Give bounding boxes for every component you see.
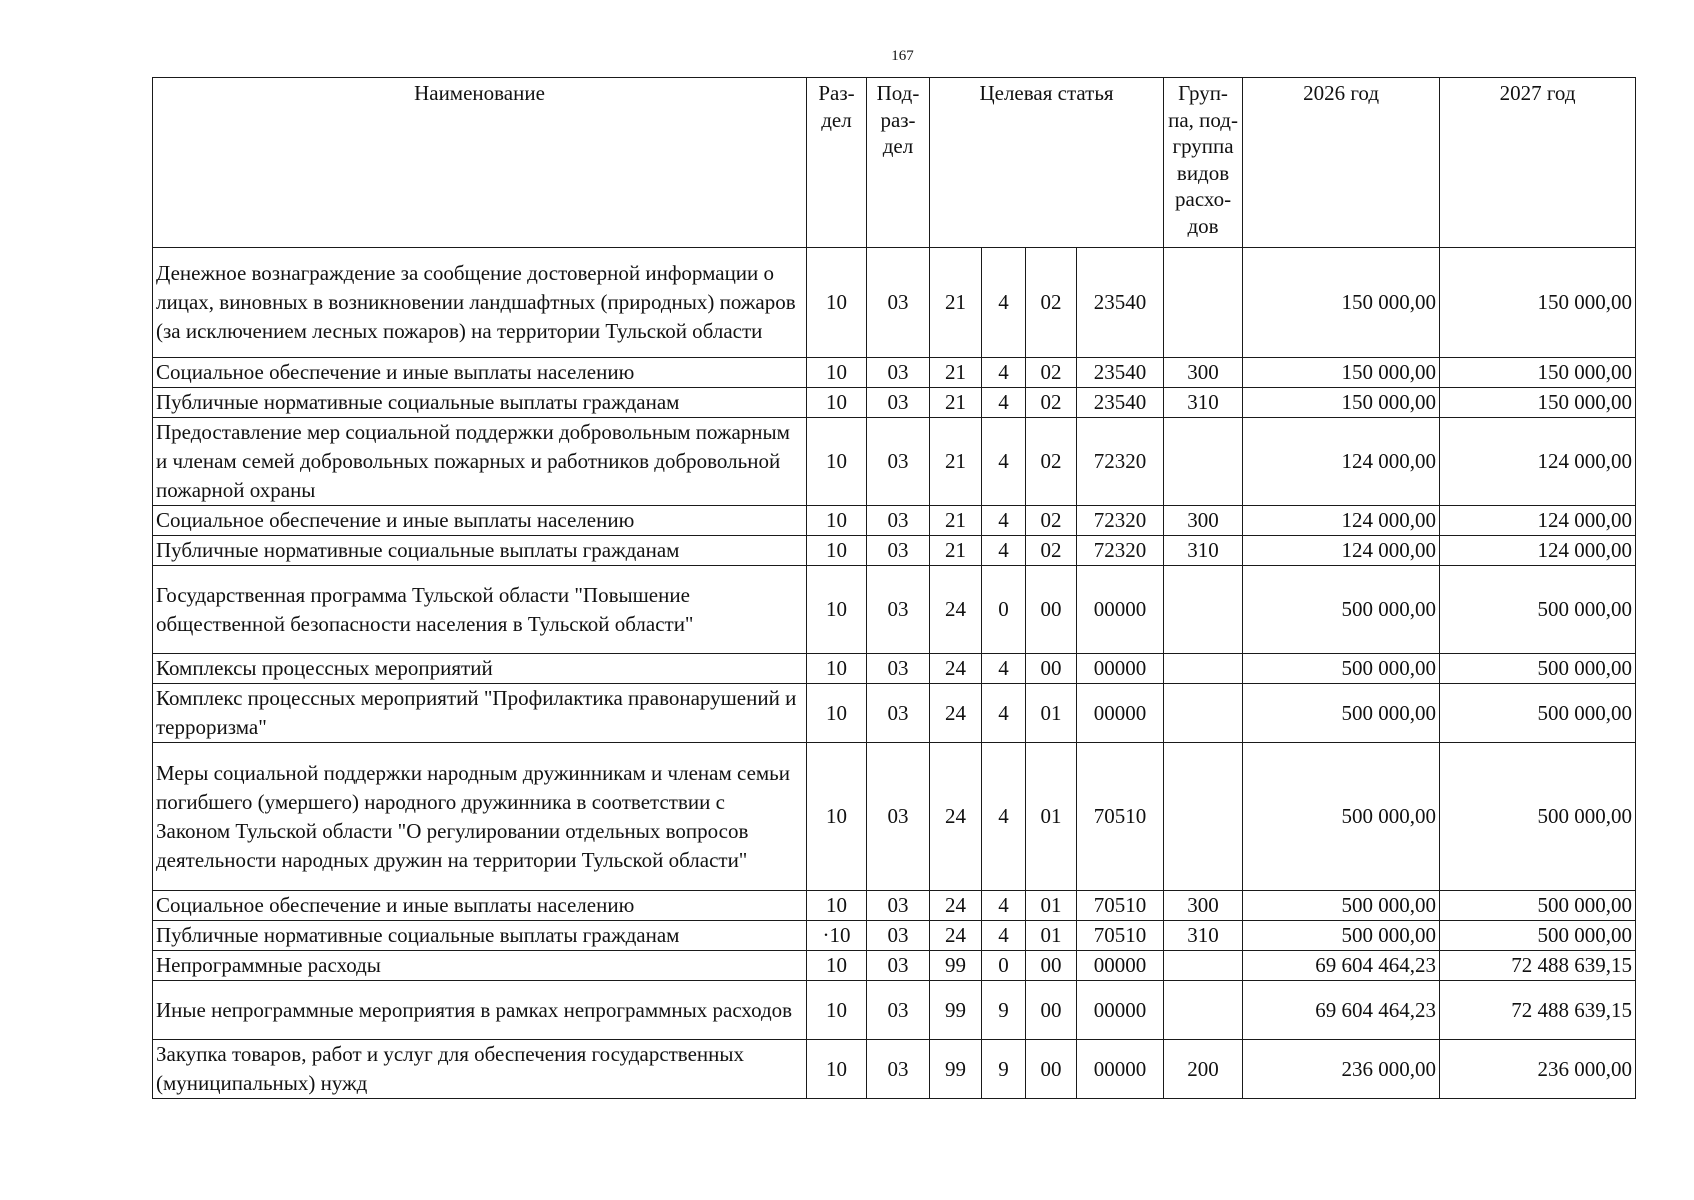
- cell-razdel: 10: [807, 248, 867, 358]
- cell-celevaya-structure: 02: [1026, 506, 1077, 536]
- cell-celevaya-direction: 23540: [1077, 388, 1164, 418]
- cell-celevaya-direction: 00000: [1077, 684, 1164, 743]
- cell-vid-rashodov: 300: [1164, 891, 1243, 921]
- cell-celevaya-structure: 00: [1026, 566, 1077, 654]
- cell-celevaya-direction: 00000: [1077, 654, 1164, 684]
- cell-vid-rashodov: 310: [1164, 921, 1243, 951]
- cell-amount-2027: 72 488 639,15: [1440, 951, 1636, 981]
- cell-celevaya-direction: 23540: [1077, 358, 1164, 388]
- cell-name: Меры социальной поддержки народным дружинникам и членам семьи погибшего (умершего) народного дружинника в соответствии с Законом Тульской области "О регулировании отдельных вопросов деятельности народных дружин на территории Тульской области": [153, 743, 807, 891]
- header-gruppa-line: группа: [1172, 134, 1234, 158]
- cell-amount-2026: 150 000,00: [1243, 248, 1440, 358]
- cell-celevaya-direction: 70510: [1077, 743, 1164, 891]
- table-body: [153, 248, 1636, 1099]
- table-row: [153, 566, 1636, 654]
- cell-celevaya-type: 4: [982, 388, 1026, 418]
- cell-razdel: ·10: [807, 921, 867, 951]
- cell-celevaya-program: 21: [930, 418, 982, 506]
- cell-celevaya-direction: 00000: [1077, 1040, 1164, 1099]
- cell-amount-2027: 124 000,00: [1440, 418, 1636, 506]
- table-row: [153, 358, 1636, 388]
- table-row: [153, 418, 1636, 506]
- cell-amount-2027: 150 000,00: [1440, 358, 1636, 388]
- cell-razdel: 10: [807, 566, 867, 654]
- page-number: 167: [891, 48, 914, 64]
- cell-name: Закупка товаров, работ и услуг для обеспечения государственных (муниципальных) нужд: [153, 1040, 807, 1099]
- cell-amount-2027: 500 000,00: [1440, 921, 1636, 951]
- cell-celevaya-type: 4: [982, 506, 1026, 536]
- header-gruppa-line: расхо-: [1175, 187, 1232, 211]
- cell-celevaya-program: 21: [930, 506, 982, 536]
- cell-razdel: 10: [807, 388, 867, 418]
- cell-vid-rashodov: [1164, 684, 1243, 743]
- cell-amount-2027: 150 000,00: [1440, 248, 1636, 358]
- cell-podrazdel: 03: [867, 506, 930, 536]
- cell-razdel: 10: [807, 684, 867, 743]
- cell-celevaya-program: 24: [930, 891, 982, 921]
- table-row: [153, 891, 1636, 921]
- cell-amount-2026: 500 000,00: [1243, 743, 1440, 891]
- cell-razdel: 10: [807, 506, 867, 536]
- cell-celevaya-structure: 02: [1026, 248, 1077, 358]
- cell-vid-rashodov: [1164, 418, 1243, 506]
- table-row: [153, 981, 1636, 1040]
- cell-amount-2027: 500 000,00: [1440, 743, 1636, 891]
- cell-celevaya-program: 99: [930, 951, 982, 981]
- cell-podrazdel: 03: [867, 566, 930, 654]
- cell-celevaya-program: 21: [930, 358, 982, 388]
- cell-vid-rashodov: [1164, 248, 1243, 358]
- cell-vid-rashodov: 300: [1164, 358, 1243, 388]
- cell-name: Социальное обеспечение и иные выплаты населению: [153, 506, 807, 536]
- cell-celevaya-direction: 00000: [1077, 951, 1164, 981]
- cell-vid-rashodov: [1164, 654, 1243, 684]
- cell-celevaya-type: 4: [982, 418, 1026, 506]
- cell-celevaya-structure: 00: [1026, 951, 1077, 981]
- cell-celevaya-program: 21: [930, 248, 982, 358]
- cell-celevaya-type: 4: [982, 358, 1026, 388]
- cell-razdel: 10: [807, 1040, 867, 1099]
- cell-vid-rashodov: [1164, 743, 1243, 891]
- cell-name: Непрограммные расходы: [153, 951, 807, 981]
- table-row: [153, 951, 1636, 981]
- cell-amount-2027: 500 000,00: [1440, 891, 1636, 921]
- cell-podrazdel: 03: [867, 891, 930, 921]
- cell-celevaya-type: 9: [982, 981, 1026, 1040]
- cell-celevaya-structure: 00: [1026, 1040, 1077, 1099]
- cell-name: Комплексы процессных мероприятий: [153, 654, 807, 684]
- cell-razdel: 10: [807, 536, 867, 566]
- cell-celevaya-structure: 00: [1026, 654, 1077, 684]
- cell-celevaya-direction: 72320: [1077, 536, 1164, 566]
- cell-celevaya-direction: 00000: [1077, 981, 1164, 1040]
- table-row: [153, 248, 1636, 358]
- header-podrazdel-line: Под-: [876, 81, 920, 105]
- cell-podrazdel: 03: [867, 358, 930, 388]
- cell-amount-2026: 69 604 464,23: [1243, 951, 1440, 981]
- cell-celevaya-type: 4: [982, 536, 1026, 566]
- cell-amount-2026: 236 000,00: [1243, 1040, 1440, 1099]
- cell-podrazdel: 03: [867, 951, 930, 981]
- cell-razdel: 10: [807, 418, 867, 506]
- cell-celevaya-structure: 01: [1026, 891, 1077, 921]
- cell-celevaya-structure: 02: [1026, 536, 1077, 566]
- table-row: [153, 743, 1636, 891]
- cell-name: Комплекс процессных мероприятий "Профилактика правонарушений и терроризма": [153, 684, 807, 743]
- cell-amount-2026: 150 000,00: [1243, 388, 1440, 418]
- cell-amount-2027: 150 000,00: [1440, 388, 1636, 418]
- cell-celevaya-type: 4: [982, 248, 1026, 358]
- cell-razdel: 10: [807, 358, 867, 388]
- cell-name: Социальное обеспечение и иные выплаты населению: [153, 891, 807, 921]
- cell-celevaya-program: 99: [930, 981, 982, 1040]
- cell-celevaya-program: 24: [930, 921, 982, 951]
- cell-razdel: 10: [807, 654, 867, 684]
- cell-vid-rashodov: [1164, 951, 1243, 981]
- cell-celevaya-direction: 23540: [1077, 248, 1164, 358]
- cell-name: Государственная программа Тульской области "Повышение общественной безопасности населения в Тульской области": [153, 566, 807, 654]
- header-podrazdel-line: дел: [882, 134, 914, 158]
- cell-amount-2027: 500 000,00: [1440, 654, 1636, 684]
- cell-vid-rashodov: [1164, 566, 1243, 654]
- cell-amount-2026: 500 000,00: [1243, 566, 1440, 654]
- cell-amount-2026: 500 000,00: [1243, 921, 1440, 951]
- cell-razdel: 10: [807, 891, 867, 921]
- cell-celevaya-program: 24: [930, 684, 982, 743]
- cell-podrazdel: 03: [867, 921, 930, 951]
- header-year-2027: 2027 год: [1440, 78, 1636, 248]
- cell-name: Публичные нормативные социальные выплаты гражданам: [153, 921, 807, 951]
- header-podrazdel: [867, 78, 930, 248]
- header-razdel-line: дел: [821, 107, 852, 132]
- header-razdel: [807, 78, 867, 248]
- header-celevaya-statya: Целевая статья: [930, 78, 1164, 248]
- cell-amount-2027: 124 000,00: [1440, 536, 1636, 566]
- cell-celevaya-program: 24: [930, 743, 982, 891]
- cell-name: Денежное вознаграждение за сообщение достоверной информации о лицах, виновных в возникновении ландшафтных (природных) пожаров (за исключением лесных пожаров) на территории Тульской области: [153, 248, 807, 358]
- cell-celevaya-structure: 01: [1026, 684, 1077, 743]
- cell-celevaya-direction: 70510: [1077, 891, 1164, 921]
- cell-name: Иные непрограммные мероприятия в рамках непрограммных расходов: [153, 981, 807, 1040]
- cell-celevaya-structure: 02: [1026, 358, 1077, 388]
- table-row: [153, 654, 1636, 684]
- cell-razdel: 10: [807, 951, 867, 981]
- cell-celevaya-program: 21: [930, 536, 982, 566]
- cell-amount-2027: 500 000,00: [1440, 566, 1636, 654]
- cell-celevaya-program: 99: [930, 1040, 982, 1099]
- table-row: [153, 1040, 1636, 1099]
- cell-celevaya-structure: 02: [1026, 388, 1077, 418]
- cell-amount-2027: 124 000,00: [1440, 506, 1636, 536]
- cell-celevaya-direction: 70510: [1077, 921, 1164, 951]
- header-gruppa-line: па, под-: [1168, 107, 1238, 132]
- cell-celevaya-structure: 02: [1026, 418, 1077, 506]
- cell-podrazdel: 03: [867, 1040, 930, 1099]
- table-row: [153, 536, 1636, 566]
- budget-table: [152, 77, 1636, 1099]
- cell-celevaya-type: 4: [982, 743, 1026, 891]
- cell-vid-rashodov: 300: [1164, 506, 1243, 536]
- header-gruppa-line: дов: [1187, 213, 1219, 238]
- cell-name: Публичные нормативные социальные выплаты гражданам: [153, 536, 807, 566]
- header-gruppa-line: Груп-: [1178, 81, 1228, 105]
- cell-celevaya-program: 24: [930, 566, 982, 654]
- header-razdel-line: Раз-: [818, 81, 855, 105]
- cell-podrazdel: 03: [867, 981, 930, 1040]
- header-name: Наименование: [153, 78, 807, 248]
- cell-podrazdel: 03: [867, 418, 930, 506]
- cell-name: Предоставление мер социальной поддержки добровольным пожарным и членам семей добровольных пожарных и работников добровольной пожарной охраны: [153, 418, 807, 506]
- header-podrazdel-line: раз-: [880, 107, 916, 132]
- cell-name: Публичные нормативные социальные выплаты гражданам: [153, 388, 807, 418]
- cell-razdel: 10: [807, 743, 867, 891]
- cell-amount-2026: 124 000,00: [1243, 418, 1440, 506]
- cell-podrazdel: 03: [867, 684, 930, 743]
- cell-podrazdel: 03: [867, 654, 930, 684]
- cell-podrazdel: 03: [867, 743, 930, 891]
- cell-vid-rashodov: 310: [1164, 388, 1243, 418]
- cell-amount-2026: 150 000,00: [1243, 358, 1440, 388]
- table-header-row: [153, 78, 1636, 248]
- cell-podrazdel: 03: [867, 248, 930, 358]
- cell-celevaya-type: 0: [982, 566, 1026, 654]
- cell-razdel: 10: [807, 981, 867, 1040]
- cell-celevaya-program: 24: [930, 654, 982, 684]
- cell-amount-2026: 500 000,00: [1243, 654, 1440, 684]
- cell-amount-2027: 500 000,00: [1440, 684, 1636, 743]
- cell-celevaya-direction: 72320: [1077, 418, 1164, 506]
- cell-amount-2026: 69 604 464,23: [1243, 981, 1440, 1040]
- cell-vid-rashodov: [1164, 981, 1243, 1040]
- cell-amount-2027: 72 488 639,15: [1440, 981, 1636, 1040]
- cell-celevaya-type: 9: [982, 1040, 1026, 1099]
- header-year-2026: 2026 год: [1243, 78, 1440, 248]
- cell-amount-2026: 500 000,00: [1243, 684, 1440, 743]
- cell-amount-2026: 124 000,00: [1243, 536, 1440, 566]
- header-gruppa-line: видов: [1176, 160, 1230, 185]
- cell-amount-2026: 124 000,00: [1243, 506, 1440, 536]
- cell-celevaya-direction: 72320: [1077, 506, 1164, 536]
- cell-name: Социальное обеспечение и иные выплаты населению: [153, 358, 807, 388]
- cell-celevaya-type: 4: [982, 684, 1026, 743]
- cell-amount-2026: 500 000,00: [1243, 891, 1440, 921]
- table-row: [153, 506, 1636, 536]
- cell-celevaya-direction: 00000: [1077, 566, 1164, 654]
- cell-celevaya-type: 4: [982, 891, 1026, 921]
- cell-amount-2027: 236 000,00: [1440, 1040, 1636, 1099]
- table-row: [153, 684, 1636, 743]
- header-gruppa: [1164, 78, 1243, 248]
- cell-celevaya-type: 0: [982, 951, 1026, 981]
- cell-celevaya-structure: 00: [1026, 981, 1077, 1040]
- cell-vid-rashodov: 310: [1164, 536, 1243, 566]
- cell-podrazdel: 03: [867, 388, 930, 418]
- cell-celevaya-type: 4: [982, 921, 1026, 951]
- cell-celevaya-type: 4: [982, 654, 1026, 684]
- cell-celevaya-structure: 01: [1026, 743, 1077, 891]
- table-row: [153, 921, 1636, 951]
- cell-podrazdel: 03: [867, 536, 930, 566]
- cell-vid-rashodov: 200: [1164, 1040, 1243, 1099]
- cell-celevaya-program: 21: [930, 388, 982, 418]
- table-row: [153, 388, 1636, 418]
- cell-celevaya-structure: 01: [1026, 921, 1077, 951]
